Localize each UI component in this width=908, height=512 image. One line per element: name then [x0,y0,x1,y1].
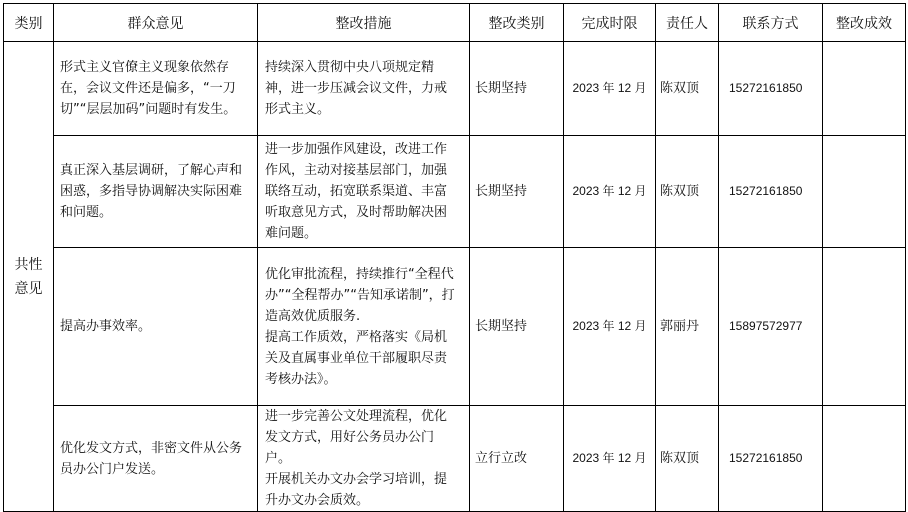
measure-line: 提高工作质效，严格落实《局机关及直属事业单位干部履职尽责考核办法》。 [265,329,448,387]
measure-line: 进一步完善公文处理流程，优化发文方式，用好公务员办公门户。 [265,409,448,466]
measure-cell: 进一步加强作风建设，改进工作作风，主动对接基层部门，加强联络互动，拓宽联系渠道、丰富听取意见方式，及时帮助解决困难问题。 [258,136,470,248]
header-opinion: 群众意见 [54,4,258,42]
contact-cell: 15272161850 [719,42,823,136]
category-cell [4,42,54,512]
header-deadline: 完成时限 [564,4,656,42]
opinion-cell: 真正深入基层调研，了解心声和困惑，多指导协调解决实际困难和问题。 [54,136,258,248]
person-cell: 陈双顶 [656,136,719,248]
table-row [4,42,906,136]
deadline-cell: 2023 年 12 月 [564,248,656,406]
measure-cell: 持续深入贯彻中央八项规定精神，进一步压减会议文件，力戒形式主义。 [258,42,470,136]
table-row [4,248,906,406]
type-cell: 长期坚持 [470,248,564,406]
header-contact: 联系方式 [719,4,823,42]
person-cell: 陈双顶 [656,42,719,136]
category-label: 共性意见 [14,256,43,297]
header-category: 类别 [4,4,54,42]
opinion-cell: 优化发文方式，非密文件从公务员办公门户发送。 [54,406,258,512]
deadline-cell: 2023 年 12 月 [564,406,656,512]
contact-cell: 15272161850 [719,406,823,512]
measure-line: 开展机关办文办会学习培训，提升办文办会质效。 [265,472,448,508]
measure-cell [258,248,470,406]
header-row [4,4,906,42]
type-cell: 立行立改 [470,406,564,512]
header-person: 责任人 [656,4,719,42]
rectification-table [3,3,906,512]
type-cell: 长期坚持 [470,136,564,248]
contact-cell: 15897572977 [719,248,823,406]
person-cell: 陈双顶 [656,406,719,512]
deadline-cell: 2023 年 12 月 [564,42,656,136]
table-row [4,136,906,248]
person-cell: 郭丽丹 [656,248,719,406]
header-measure: 整改措施 [258,4,470,42]
opinion-cell: 提高办事效率。 [54,248,258,406]
contact-cell: 15272161850 [719,136,823,248]
result-cell [823,136,906,248]
opinion-cell: 形式主义官僚主义现象依然存在，会议文件还是偏多，“一刀切”“层层加码”问题时有发生。 [54,42,258,136]
type-cell: 长期坚持 [470,42,564,136]
deadline-cell: 2023 年 12 月 [564,136,656,248]
measure-line: 优化审批流程，持续推行“全程代办”“全程帮办”“告知承诺制”，打造高效优质服务. [265,266,455,324]
result-cell [823,42,906,136]
header-result: 整改成效 [823,4,906,42]
header-type: 整改类别 [470,4,564,42]
result-cell [823,248,906,406]
